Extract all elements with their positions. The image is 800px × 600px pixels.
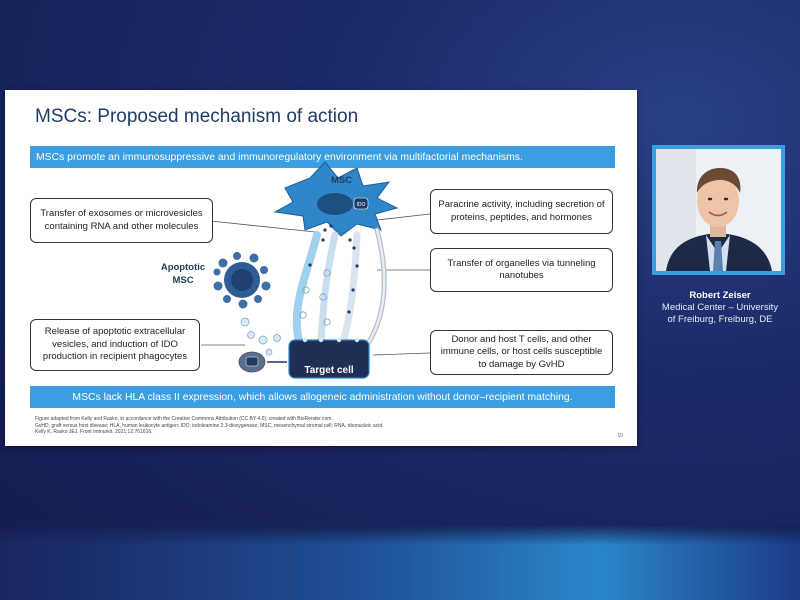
callout-exosomes: Transfer of exosomes or microvesicles containing RNA and other molecules <box>30 198 213 243</box>
ido-label: IDO <box>356 202 366 208</box>
apoptotic-vesicles <box>241 318 281 355</box>
speaker-video-frame <box>652 145 785 275</box>
speaker-affiliation-line: Medical Center – University <box>661 302 779 313</box>
msc-label: MSC <box>331 175 353 186</box>
speaker-affiliation-line: of Freiburg, Freiburg, DE <box>667 313 773 325</box>
footer-line: Kelly K, Rasko JEJ. Front Immunol. 2021;12:761616. <box>35 429 153 435</box>
callout-paracrine: Paracrine activity, including secretion of proteins, peptides, and hormones <box>430 189 613 234</box>
connector-line <box>377 214 430 220</box>
footer-line: Figure adapted from Kelly and Rasko, in accordance with the Creative Commons Attribution (CC BY 4.0), created with BioRender.com. <box>35 416 333 422</box>
callout-tcells: Donor and host T cells, and other immune cells, or host cells susceptible to damage by GvHD <box>430 330 613 375</box>
background-band <box>0 525 800 600</box>
slide-title: MSCs: Proposed mechanism of action <box>35 106 359 127</box>
apoptotic-label-line1: Apoptotic <box>160 262 206 273</box>
nanotube-arrow-inner <box>365 230 384 348</box>
footer-line: GvHD, graft versus host disease; HLA, human leukocyte antigen; IDO, indoleamine 2,3-dioxygenase; MSC, mesenchymal stromal cell; RNA, ribonucleic acid. <box>35 422 384 429</box>
apoptotic-msc <box>214 252 271 309</box>
target-cell-label: Target cell <box>304 365 354 376</box>
connector-line <box>373 353 430 355</box>
speaker-name: Robert Zeiser <box>689 290 751 301</box>
speaker-photo <box>656 149 781 271</box>
flow-arrow <box>321 235 335 342</box>
top-banner: MSCs promote an immunosuppressive and immunoregulatory environment via multifactorial mechanisms. <box>30 146 615 168</box>
connector-line <box>201 220 315 232</box>
bottom-banner: MSCs lack HLA class II expression, which allows allogeneic administration without donor–recipient matching. <box>30 386 615 408</box>
speaker-portrait <box>656 149 781 271</box>
flow-arrow <box>343 235 357 342</box>
page-number: 10 <box>617 433 623 439</box>
apoptotic-label-line2: MSC <box>172 275 194 286</box>
callout-organelles: Transfer of organelles via tunneling nanotubes <box>430 248 613 292</box>
msc-nucleus <box>317 193 353 215</box>
callout-apoptotic-release: Release of apoptotic extracellular vesicles, and induction of IDO production in recipient phagocytes <box>30 319 200 371</box>
flow-arrow <box>297 235 317 345</box>
phagocyte-ido-badge <box>246 357 258 366</box>
presentation-slide <box>5 90 637 446</box>
slide-footer <box>35 416 595 436</box>
speaker-affiliation <box>640 302 800 325</box>
